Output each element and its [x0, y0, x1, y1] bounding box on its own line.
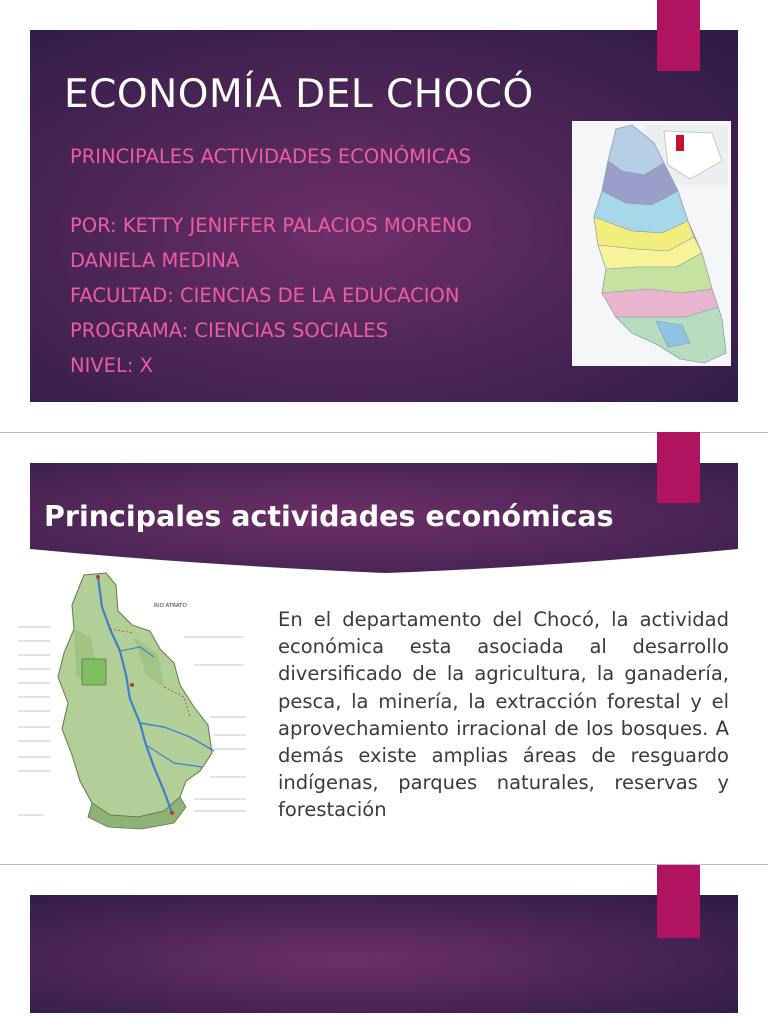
slide-3	[30, 895, 738, 1013]
slide-1-subtitle: PRINCIPALES ACTIVIDADES ECONÓMICAS	[70, 145, 472, 168]
choco-relief-map	[14, 567, 255, 847]
author-line: POR: KETTY JENIFFER PALACIOS MORENO	[70, 214, 472, 237]
level-line: NIVEL: X	[70, 354, 153, 377]
slide-separator	[0, 432, 768, 433]
faculty-line: FACULTAD: CIENCIAS DE LA EDUCACION	[70, 284, 460, 307]
slide-3-accent-tab	[657, 865, 700, 938]
slide-1-title: ECONOMÍA DEL CHOCÓ	[64, 72, 534, 117]
slide-2-title: Principales actividades económicas	[44, 500, 614, 533]
slide-1-accent-tab	[657, 0, 700, 71]
choco-relief-map-graphic	[14, 567, 255, 847]
choco-political-map	[572, 121, 731, 366]
river-label: RIO ATRATO	[154, 603, 187, 609]
slide-separator-2	[0, 864, 768, 865]
coauthor-line: DANIELA MEDINA	[70, 249, 240, 272]
slide-2-body-text: En el departamento del Chocó, la actividad económica esta asociada al desarrollo diversificado de la agricultura, la ganadería, pesca, la minería, la extracción forestal y el aprovechamiento irracional de los bosques. A demás existe amplias áreas de resguardo indígenas, parques naturales, reservas y forestación	[278, 608, 729, 822]
program-line: PROGRAMA: CIENCIAS SOCIALES	[70, 319, 389, 342]
slide-2-accent-tab	[657, 432, 700, 503]
choco-political-map-graphic	[572, 121, 731, 366]
